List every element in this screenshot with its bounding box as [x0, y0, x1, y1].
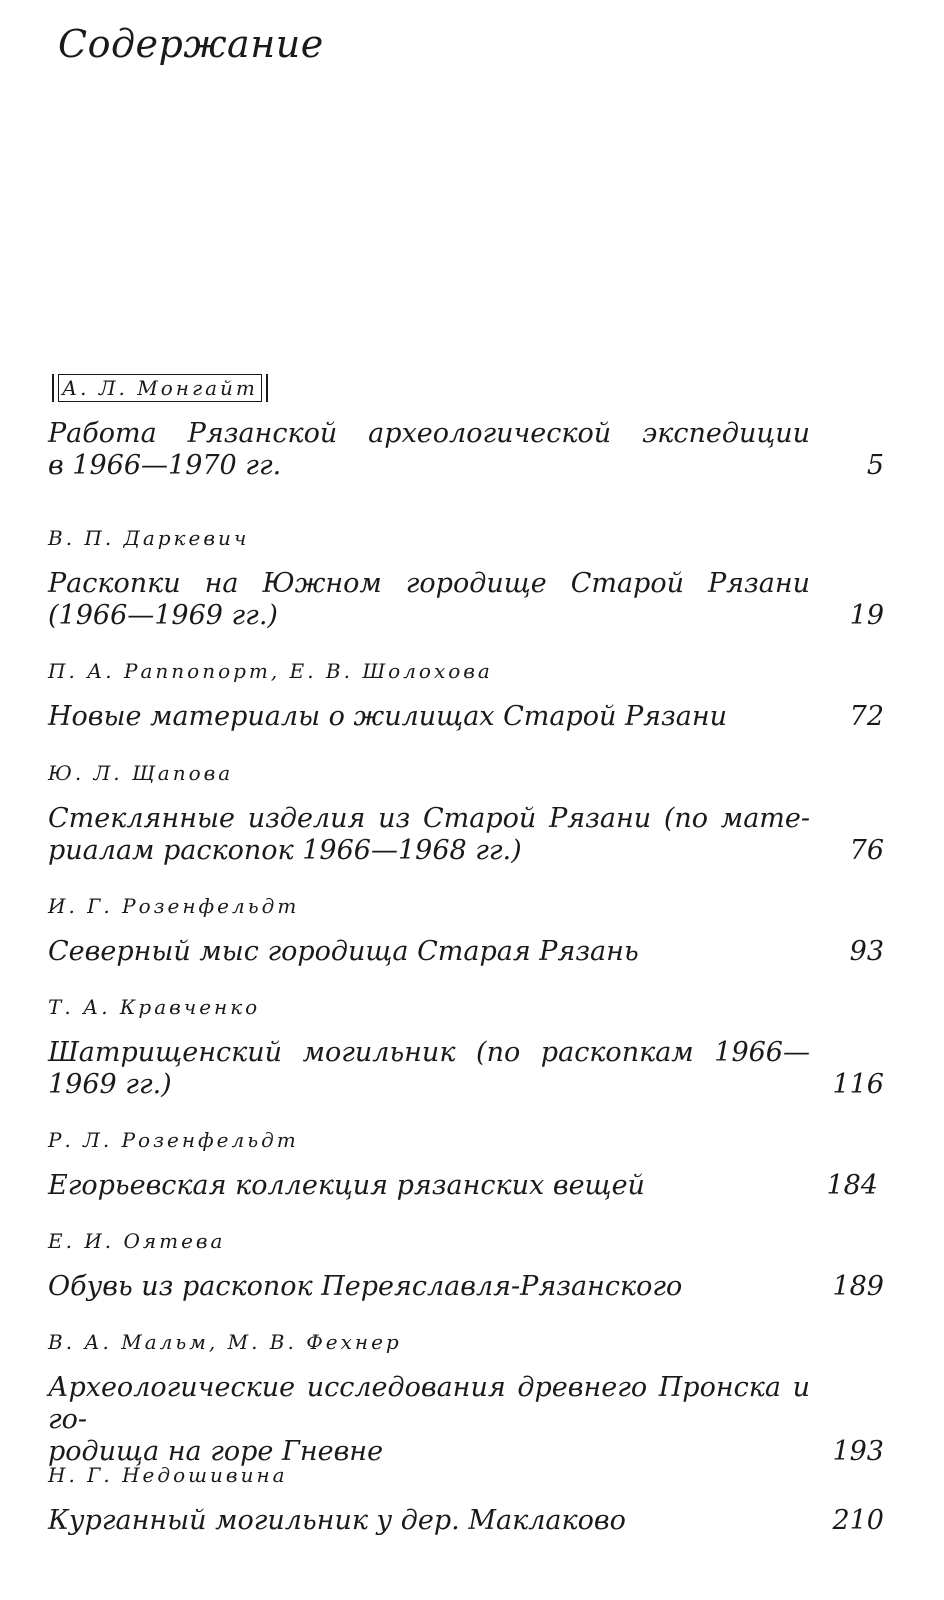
toc-author-box: [52, 374, 268, 402]
toc-title[interactable]: [48, 701, 810, 733]
toc-author: Т. А. Кравченко: [48, 995, 261, 1019]
toc-title[interactable]: [48, 568, 810, 632]
toc-author: И. Г. Розенфельдт: [48, 894, 300, 918]
toc-author: В. А. Мальм, М. В. Фехнер: [48, 1330, 402, 1354]
toc-title-row: [48, 936, 884, 968]
toc-title-row: [48, 1170, 884, 1202]
toc-entry: [48, 1328, 884, 1468]
toc-title-line: Работа Рязанской археологической экспедиции: [48, 418, 810, 449]
toc-author: А. Л. Монгайт: [58, 374, 262, 402]
toc-title-line: (1966—1969 гг.): [48, 600, 278, 631]
toc-entry: [48, 1126, 884, 1202]
toc-page-number: 189: [832, 1271, 884, 1302]
toc-entry: [48, 759, 884, 867]
toc-title-line: Раскопки на Южном городище Старой Рязани: [48, 568, 810, 599]
toc-title[interactable]: [48, 1037, 810, 1101]
toc-title-row: [48, 1037, 884, 1101]
toc-title-row: [48, 418, 884, 482]
toc-entry: [48, 657, 884, 733]
toc-page-number: 76: [849, 835, 884, 866]
toc-entry: [48, 1461, 884, 1537]
toc-title-line: Шатрищенский могильник (по раскопкам 1966—: [48, 1037, 810, 1068]
toc-title-line: риалам раскопок 1966—1968 гг.): [48, 835, 522, 866]
toc-author: Н. Г. Недошивина: [48, 1463, 288, 1487]
toc-title[interactable]: [48, 936, 810, 968]
toc-title-row: [48, 803, 884, 867]
toc-title-line: в 1966—1970 гг.: [48, 450, 282, 481]
toc-title[interactable]: [48, 1170, 810, 1202]
toc-page-number: 210: [832, 1505, 884, 1536]
toc-title[interactable]: [48, 418, 810, 482]
toc-title[interactable]: [48, 1372, 810, 1468]
toc-page-number: 72: [849, 701, 884, 732]
toc-title-row: [48, 1271, 884, 1303]
toc-title-line: Археологические исследования древнего Пронска и го-: [48, 1372, 810, 1435]
toc-title-line: родища на горе Гневне: [48, 1436, 384, 1467]
toc-page-number: 116: [832, 1069, 884, 1100]
toc-title-line: 1969 гг.): [48, 1069, 172, 1100]
toc-entry: [48, 993, 884, 1101]
toc-title-row: [48, 701, 884, 733]
toc-author: В. П. Даркевич: [48, 526, 250, 550]
toc-page-number: 193: [832, 1436, 884, 1467]
toc-title-line: Курганный могильник у дер. Маклаково: [48, 1505, 626, 1536]
toc-entry: [48, 1227, 884, 1303]
toc-title-row: [48, 1372, 884, 1468]
toc-page-number: 5: [866, 450, 884, 481]
toc-title-line: Северный мыс городища Старая Рязань: [48, 936, 639, 967]
toc-entry: [48, 374, 884, 482]
toc-title-row: [48, 568, 884, 632]
toc-author: Р. Л. Розенфельдт: [48, 1128, 299, 1152]
toc-title[interactable]: [48, 803, 810, 867]
toc-page-number: 93: [849, 936, 884, 967]
toc-page-number: 19: [849, 600, 884, 631]
toc-author: Е. И. Оятева: [48, 1229, 226, 1253]
toc-title[interactable]: [48, 1271, 810, 1303]
toc-author: П. А. Раппопорт, Е. В. Шолохова: [48, 659, 493, 683]
toc-author: Ю. Л. Щапова: [48, 761, 234, 785]
toc-title-line: Новые материалы о жилищах Старой Рязани: [48, 701, 728, 732]
toc-title-line: Стеклянные изделия из Старой Рязани (по мате-: [48, 803, 810, 834]
toc-title[interactable]: [48, 1505, 810, 1537]
toc-title-line: Егорьевская коллекция рязанских вещей: [48, 1170, 645, 1201]
toc-page-number: 184: [826, 1170, 878, 1201]
toc-entry: [48, 892, 884, 968]
toc-title-row: [48, 1505, 884, 1537]
toc-entry: [48, 524, 884, 632]
toc-title-line: Обувь из раскопок Переяславля-Рязанского: [48, 1271, 683, 1302]
page-title: Содержание: [58, 22, 324, 66]
